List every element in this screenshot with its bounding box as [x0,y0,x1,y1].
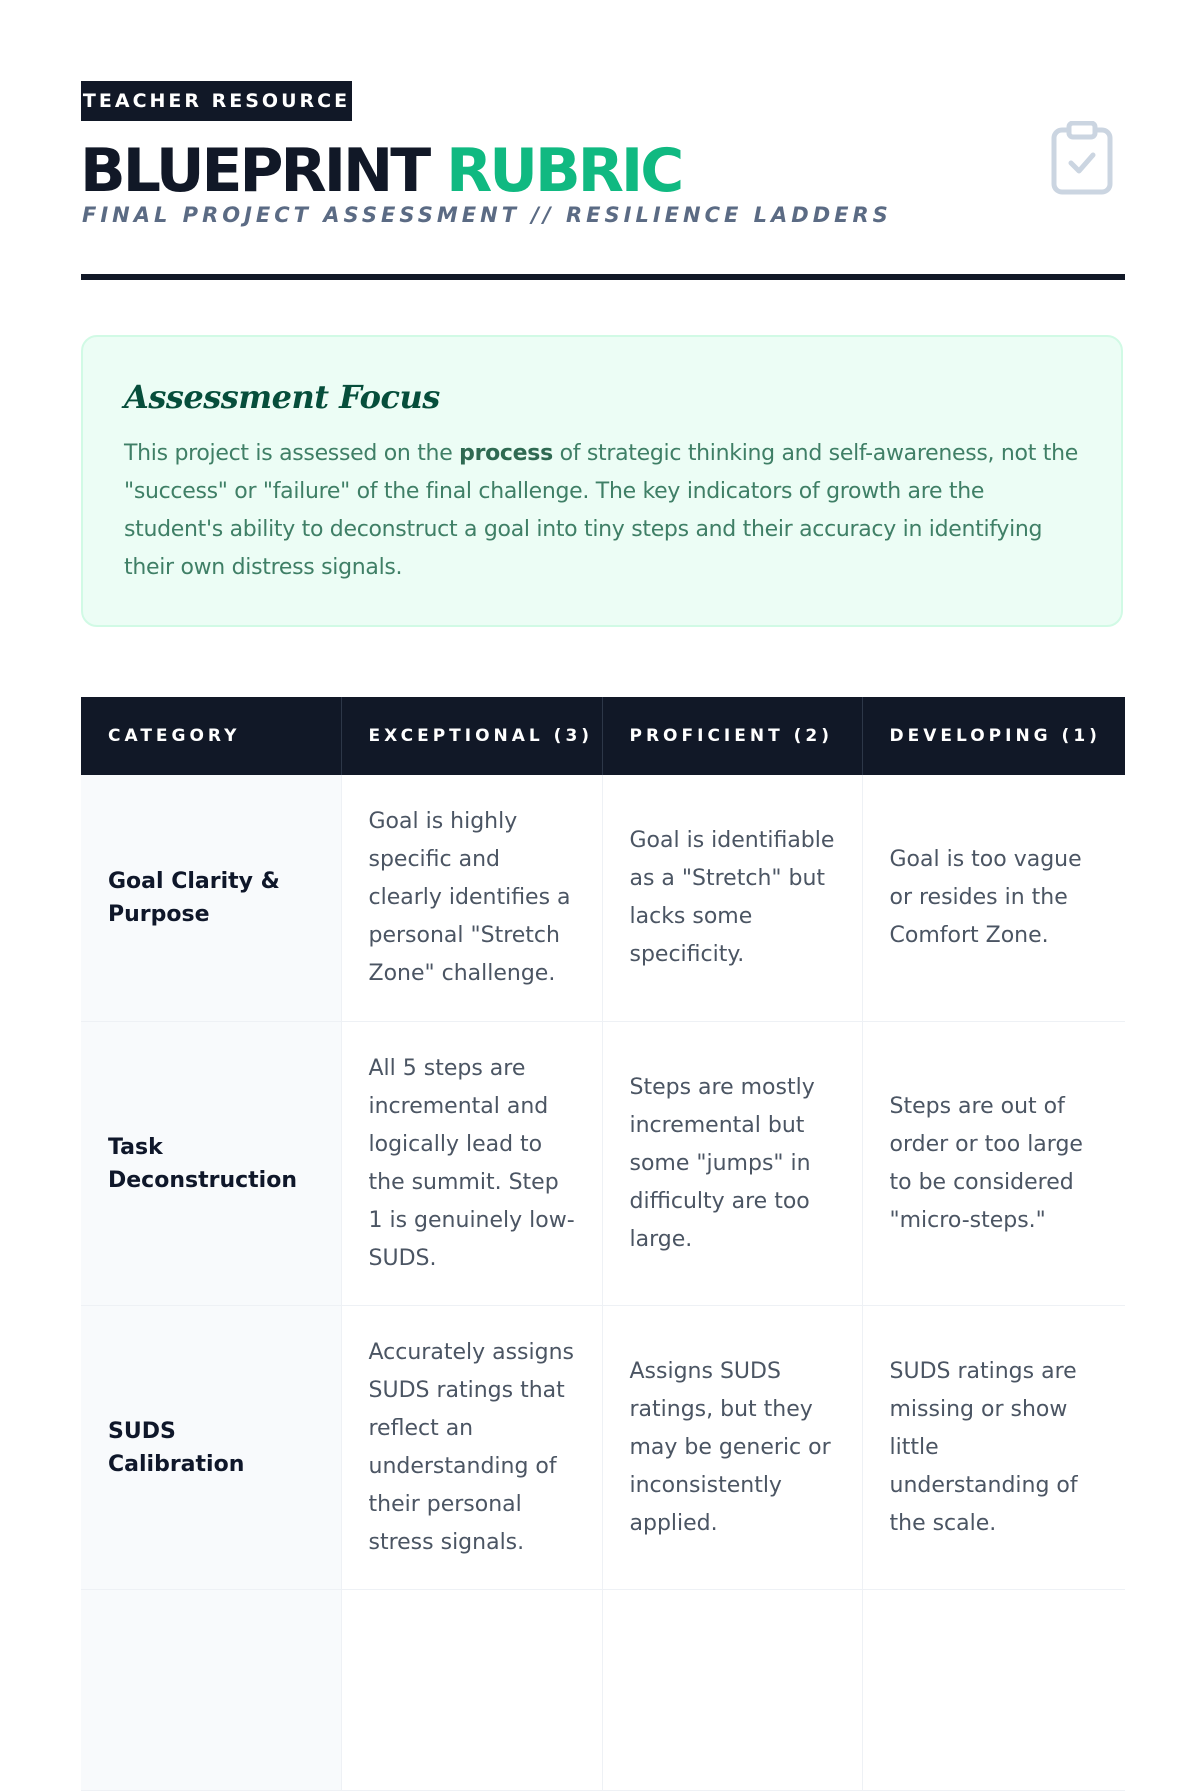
table-row [81,1306,1125,1590]
developing-cell [862,1590,1125,1791]
focus-text-before: This project is assessed on the [124,441,460,466]
category-cell: SUDS Calibration [81,1306,341,1590]
column-header-category: CATEGORY [81,697,341,775]
proficient-cell: Goal is identifiable as a "Stretch" but lacks some specificity. [602,775,862,1022]
table-row [81,1590,1125,1791]
developing-cell: SUDS ratings are missing or show little understanding of the scale. [862,1306,1125,1590]
exceptional-cell: All 5 steps are incremental and logically lead to the summit. Step 1 is genuinely low-SUDS. [341,1022,602,1306]
focus-text-after: of strategic thinking and self-awareness, not the "success" or "failure" of the final challenge. The key indicators of growth are the student's ability to deconstruct a goal into tiny steps and their accuracy in identifying their own distress signals. [124,441,1078,580]
exceptional-cell [341,1590,602,1791]
column-header-developing: DEVELOPING (1) [862,697,1125,775]
header-divider [81,274,1125,280]
title-main: BLUEPRINT [80,136,429,206]
rubric-header-row [81,697,1125,775]
developing-cell: Goal is too vague or resides in the Comfort Zone. [862,775,1125,1022]
assessment-focus-heading: Assessment Focus [124,378,440,416]
table-row [81,1022,1125,1306]
focus-text-bold: process [459,441,553,466]
page-title [80,136,681,206]
proficient-cell [602,1590,862,1791]
rubric-table [81,697,1125,1791]
exceptional-cell: Goal is highly specific and clearly identifies a personal "Stretch Zone" challenge. [341,775,602,1022]
category-cell: Goal Clarity & Purpose [81,775,341,1022]
assessment-focus-panel [81,335,1123,627]
developing-cell: Steps are out of order or too large to be considered "micro-steps." [862,1022,1125,1306]
proficient-cell: Steps are mostly incremental but some "jumps" in difficulty are too large. [602,1022,862,1306]
category-cell [81,1590,341,1791]
title-accent: RUBRIC [446,136,682,206]
teacher-resource-badge: TEACHER RESOURCE [81,81,352,121]
clipboard-check-icon [1051,121,1113,195]
column-header-exceptional: EXCEPTIONAL (3) [341,697,602,775]
page-subtitle: FINAL PROJECT ASSESSMENT // RESILIENCE LADDERS [82,203,892,227]
category-cell: Task Deconstruction [81,1022,341,1306]
table-row [81,775,1125,1022]
exceptional-cell: Accurately assigns SUDS ratings that reflect an understanding of their personal stress signals. [341,1306,602,1590]
assessment-focus-text [124,435,1081,587]
proficient-cell: Assigns SUDS ratings, but they may be generic or inconsistently applied. [602,1306,862,1590]
column-header-proficient: PROFICIENT (2) [602,697,862,775]
